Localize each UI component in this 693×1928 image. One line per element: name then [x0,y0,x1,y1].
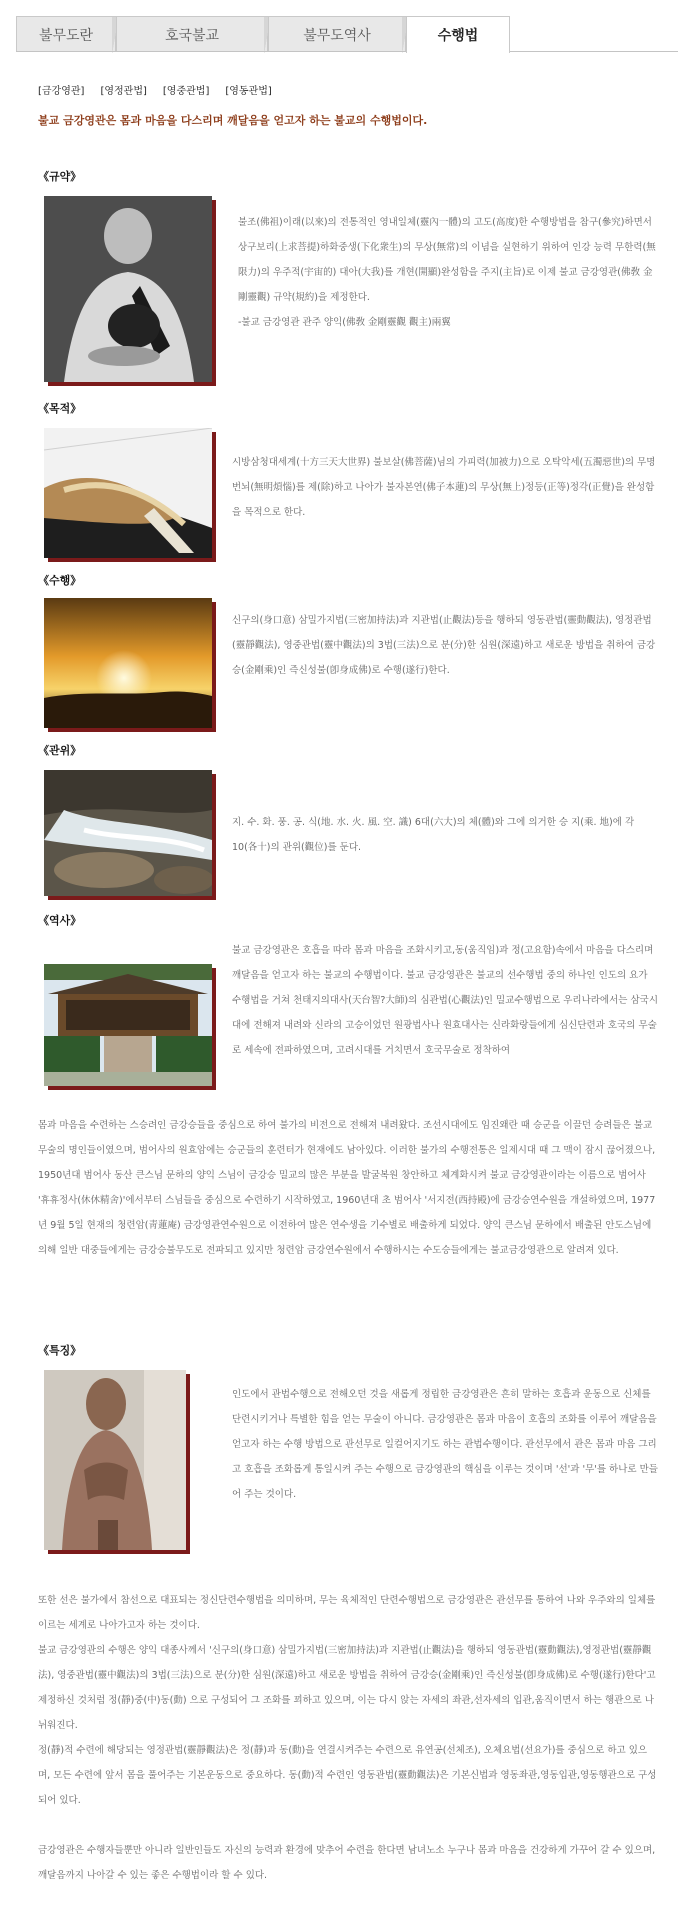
yeoksa-full-body: 몸과 마음을 수련하는 스승려인 금강승들을 중심으로 하여 불가의 비전으로 전해져 내려왔다. 조선시대에도 임진왜란 때 승군을 이끌던 승려들은 불교무술의 명인들이였으며, 범어사의 원효암에는 승군들의 훈련터가 현재에도 남아있다. 이러한 불가의 수행전통은 일제시대 때 그 맥이 잠시 끊어졌으나, 1950년대 범어사 동산 큰스님 문하의 양익 스님이 금강승 밀교의 많은 부분을 발굴복원 창안하고 체계화시켜 불교 금강영관이라는 이름으로 범어사 '휴휴정사(休休精舍)'에서부터 스님들을 중심으로 수련하기 시작하였고, 1960년대 초 범어사 '서지전(西持殿)에 금강승연수원을 개설하였으며, 1977년 9월 5일 현재의 청련암(靑蓮庵) 금강영관연수원으로 이전하여 많은 연수생을 기수별로 배출하게 되었다. 양익 큰스님 문하에서 배출된 안도스님에 의해 일반 대중들에게는 금강승불무도로 전파되고 있지만 청련암 금강연수원에서 수행하시는 수도승들에게는 불교금강영관으로 알려져 있다. [38,1120,656,1256]
suhaeng-text [232,608,658,683]
closing-text [38,1838,658,1888]
teukjing-side-text [232,1382,658,1507]
tab-label: 불무도역사 [303,27,371,44]
teukjing-full-body: 또한 선은 불가에서 참선으로 대표되는 정신단련수행법을 의미하며, 무는 육체적인 단련수행법으로 금강영관은 관선무를 통하여 나와 우주와의 일체를 이르는 세계로 나아가고자 하는 것이다. 불교 금강영관의 수행은 양익 대종사께서 '신구의(身口意) 삼밀가지법(三密加持法)과 지관법(止觀法)을 행하되 영동관법(靈動觀法),영정관법(靈靜觀法), 영중관법(靈中觀法)의 3법(三法)으로 분(分)한 심원(深遠)하고 새로운 방법을 취하여 금강승(金剛乘)인 즉신성불(卽身成佛)로 수행(遂行)한다'고 제정하신 것처럼 정(靜)중(中)동(動) 으로 구성되어 그 조화를 꾀하고 있으며, 이는 다시 앉는 자세의 좌관,선자세의 입관,움직이면서 하는 행관으로 나뉘워진다. 정(靜)적 수련에 해당되는 영정관법(靈靜觀法)은 정(靜)과 동(動)을 연결시켜주는 수련으로 유연공(선체조), 오체요법(선요가)를 중심으로 하고 있으며, 모든 수련에 앞서 몸을 풀어주는 기본운동으로 중요하다. 동(動)적 수련인 영동관법(靈動觀法)은 기본신법과 영동좌관,영동입관,영동행관으로 구성되어 있다. [38,1595,657,1806]
tab-history[interactable] [268,16,406,52]
sunset-photo [44,598,212,728]
section-title-gwanwi: 《관위》 [38,744,82,757]
tab-hoguk[interactable] [116,16,268,52]
yeoksa-full-text [38,1113,658,1263]
lead-text: 불교 금강영관은 몸과 마음을 다스리며 깨달음을 얻고자 하는 불교의 수행법이다. [38,114,428,127]
subnav-geumgang[interactable]: [금강영관] [38,86,85,97]
top-tabs [16,16,678,52]
tab-bulmudo[interactable] [16,16,116,52]
teukjing-full-text [38,1563,658,1838]
teukjing-side-body: 인도에서 관법수행으로 전해오던 것을 새롭게 정립한 금강영관은 흔히 말하는 호흡과 운동으로 신체를 단련시키거나 특별한 힘을 얻는 무술이 아니다. 금강영관은 몸과 마음이 호흡의 조화를 이루어 깨달음을 얻고자 하는 수행 방법으로 관선무로 일컬어지기도 하는 관법수행이다. 관선무에서 관은 몸과 마음 그리고 호흡을 조화롭게 통일시켜 주는 수행으로 금강영관의 핵심을 이루는 것이며 '선'과 '무'를 하나로 만들어 주는 것이다. [232,1389,658,1500]
subnav-yeongdong[interactable]: [영동관법] [225,86,272,97]
tab-label: 수행법 [437,28,479,44]
monk-portrait-photo [44,196,212,382]
gwanwi-body: 지. 수. 화. 풍. 공. 식(地. 水. 火. 風. 空. 識) 6대(六大)의 체(體)와 그에 의거한 승 지(乘. 地)에 각10(各十)의 관위(觀位)를 둔다. [232,817,635,853]
sub-nav [38,82,272,97]
stone-buddha-photo [44,1370,186,1550]
subnav-yeongjung[interactable]: [영중관법] [162,86,210,97]
kyuyak-text [238,210,658,335]
section-title-kyuyak: 《규약》 [38,170,82,183]
tab-label: 불무도란 [38,27,94,44]
yeoksa-side-text [232,938,658,1063]
stream-rocks-photo [44,770,212,896]
suhaeng-body: 신구의(身口意) 삼밀가지법(三密加持法)과 지관법(止觀法)등을 행하되 영동관법(靈動觀法), 영정관법(靈靜觀法), 영중관법(靈中觀法)의 3법(三法)으로 분(分)한 심원(深遠)하고 새로운 방법을 취하여 금강승(金剛乘)인 즉신성불(卽身成佛)로 수행(遂行)한다. [232,615,656,676]
section-title-teukjing: 《특징》 [38,1344,82,1357]
temple-building-photo [44,964,212,1086]
closing-body: 금강영관은 수행자들뿐만 아니라 일반인들도 자신의 능력과 환경에 맞추어 수련을 한다면 남녀노소 누구나 몸과 마음을 건강하게 가꾸어 갈 수 있으며, 깨달음까지 나아갈 수 있는 좋은 수행법이라 할 수 있다. [38,1845,656,1881]
mokjeok-text [232,450,658,525]
yeoksa-side-body: 불교 금강영관은 호흡을 따라 몸과 마음을 조화시키고,동(움직임)과 정(고요함)속에서 마음을 다스리며 깨달음을 얻고자 하는 불교의 수행법이다. 불교 금강영관은 불교의 선수행법 중의 하나인 인도의 요가 수행법을 거쳐 천태지의대사(天台智?大師)의 심관법(心觀法)인 밀교수행법으로 우리나라에서는 삼국시대에 전해져 내려와 신라의 고승이었던 원광법사나 원효대사는 신라화랑들에게 심신단련과 호국의 무술로 세속에 전파하였으며, 고려시대를 거치면서 호국무술로 정착하여 [232,945,659,1056]
subnav-yeongjeong[interactable]: [영정관법] [100,86,147,97]
section-title-suhaeng: 《수행》 [38,574,82,587]
section-title-mokjeok: 《목적》 [38,402,82,415]
flag-cloth-photo [44,428,212,558]
tab-suhaeng[interactable] [406,16,510,53]
tab-label: 호국불교 [164,27,220,44]
section-title-yeoksa: 《역사》 [38,914,82,927]
gwanwi-text [232,810,658,860]
kyuyak-body: 불조(佛祖)이래(以來)의 전통적인 영내일체(靈內一體)의 고도(高度)한 수행방법을 참구(參究)하면서 상구보리(上求菩提)하화중생(下化衆生)의 무상(無常)의 이념을 실현하기 위하여 인강 능력 무한력(無限力)의 우주적(宇宙的) 대아(大我)를 개현(開顯)완성함을 주지(主旨)로 이제 불교 금강영관(佛敎 金剛靈觀) 규약(規約)을 제정한다. [238,217,656,303]
tab-baseline [16,51,678,52]
kyuyak-sign: -불교 금강영관 관주 양익(佛敎 金剛靈觀 觀主)兩翼 [238,317,451,328]
mokjeok-body: 시방삼청대세계(十方三天大世界) 불보살(佛菩薩)님의 가피력(加被力)으로 오탁악세(五濁惡世)의 무명번뇌(無明煩惱)를 제(除)하고 나아가 불자본연(佛子本蓮)의 무상(無上)정등(正等)정각(正覺)을 완성함을 목적으로 한다. [232,457,656,518]
